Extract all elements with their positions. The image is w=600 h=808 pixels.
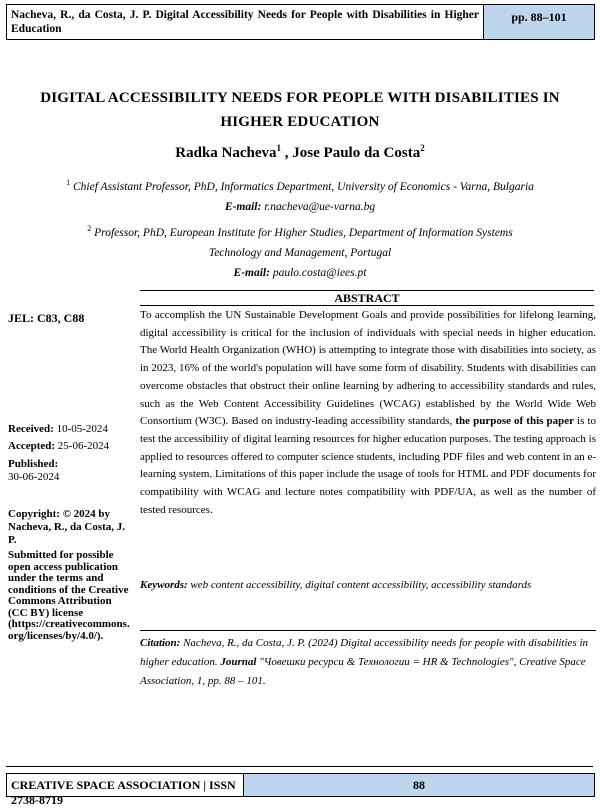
page-number: 88 <box>243 774 594 796</box>
abstract-heading: ABSTRACT <box>140 290 594 306</box>
keywords-label: Keywords: <box>140 579 188 591</box>
author-name: Jose Paulo da Costa <box>292 145 421 161</box>
email-link[interactable]: r.nacheva@ue-varna.bg <box>264 200 376 213</box>
footer-divider <box>6 766 593 767</box>
license-note: Submitted for possible open access publication under the terms and conditions of the Creative Commons Attribution (CC BY) license (https://creativecommons.org/licenses/by/4.0/). <box>8 549 130 642</box>
published-value: 30-06-2024 <box>8 471 60 483</box>
keywords <box>140 576 596 595</box>
affiliation-mark: 1 <box>66 178 71 187</box>
affiliation-mark: 2 <box>87 224 92 233</box>
published-date <box>8 458 133 484</box>
copyright: Copyright: © 2024 by Nacheva, R., da Costa, J. P. <box>8 508 126 546</box>
email-link[interactable]: paulo.costa@iees.pt <box>272 266 367 279</box>
author-separator: , <box>281 145 293 161</box>
affiliation-text-line2: Technology and Management, Portugal <box>208 246 392 259</box>
running-header <box>6 4 595 40</box>
citation-journal: "Човешки ресурси & Технологии = HR & Technologies", Creative Space Association, 1, pp. 88 – 101. <box>140 656 586 687</box>
citation-journal-label: Journal <box>220 656 257 668</box>
accepted-value: 25-06-2024 <box>57 440 110 452</box>
affiliation-text: Chief Assistant Professor, PhD, Informatics Department, University of Economics - Varna, Bulgaria <box>72 180 534 193</box>
abstract-body <box>140 307 596 519</box>
published-label: Published: <box>8 458 59 470</box>
authors <box>0 143 600 162</box>
page-range: pp. 88–101 <box>483 5 594 39</box>
abstract-purpose: the purpose of this paper <box>455 415 574 428</box>
abstract-text-continued: is to test the accessibility of digital learning resources for higher education purposes. The testing approach is applied to resources offered to computer science students, including PDF files and web content in an e-learning system. Limitations of this paper include the usage of tools for HTML and PDF documents for compatibility with WCAG and lecture notes compatibility with PDF/UA, as well as the number of tested resources. <box>140 415 596 516</box>
email-label: E-mail: <box>233 266 270 279</box>
affiliation-1 <box>0 173 600 217</box>
author-affiliation-mark: 1 <box>276 143 282 153</box>
citation <box>140 630 596 691</box>
accepted-label: Accepted: <box>8 440 56 452</box>
received-date <box>8 423 133 435</box>
email-label: E-mail: <box>224 200 262 213</box>
publisher-info: CREATIVE SPACE ASSOCIATION | ISSN 2738-8719 <box>11 778 236 807</box>
received-value: 10-05-2024 <box>56 423 108 435</box>
author-affiliation-mark: 2 <box>420 143 425 153</box>
abstract-text: To accomplish the UN Sustainable Development Goals and provide possibilities for lifelong learning, digital accessibility is critical for the inclusion of individuals with special needs in higher education. The World Health Organization (WHO) is attempting to integrate those with disabilities into society, as in 2023, 16% of the world's population will have some form of disability. Students with disabilities can overcome obstacles that obstruct their online learning by adhering to accessibility standards and rules, such as the Web Content Accessibility Guidelines (WCAG) established by the World Wide Web Consortium (W3C). Based on industry-leading accessibility standards, <box>140 309 596 428</box>
citation-label: Citation: <box>140 637 181 649</box>
page-footer <box>6 773 595 807</box>
accepted-date <box>8 440 133 452</box>
author-name: Radka Nacheva <box>175 145 277 161</box>
running-title: Nacheva, R., da Costa, J. P. Digital Accessibility Needs for People with Disabilities in Higher Education <box>11 9 479 35</box>
affiliation-2 <box>0 219 600 283</box>
received-label: Received: <box>8 423 54 435</box>
affiliation-text: Professor, PhD, European Institute for Higher Studies, Department of Information Systems <box>94 226 513 239</box>
article-title: DIGITAL ACCESSIBILITY NEEDS FOR PEOPLE WITH DISABILITIES IN HIGHER EDUCATION <box>40 90 560 130</box>
keywords-list: web content accessibility, digital content accessibility, accessibility standards <box>190 579 532 591</box>
citation-text: Nacheva, R., da Costa, J. P. (2024) Digital accessibility needs for people with disabilities in higher education. <box>140 637 589 668</box>
jel-codes: JEL: C83, C88 <box>8 311 85 325</box>
